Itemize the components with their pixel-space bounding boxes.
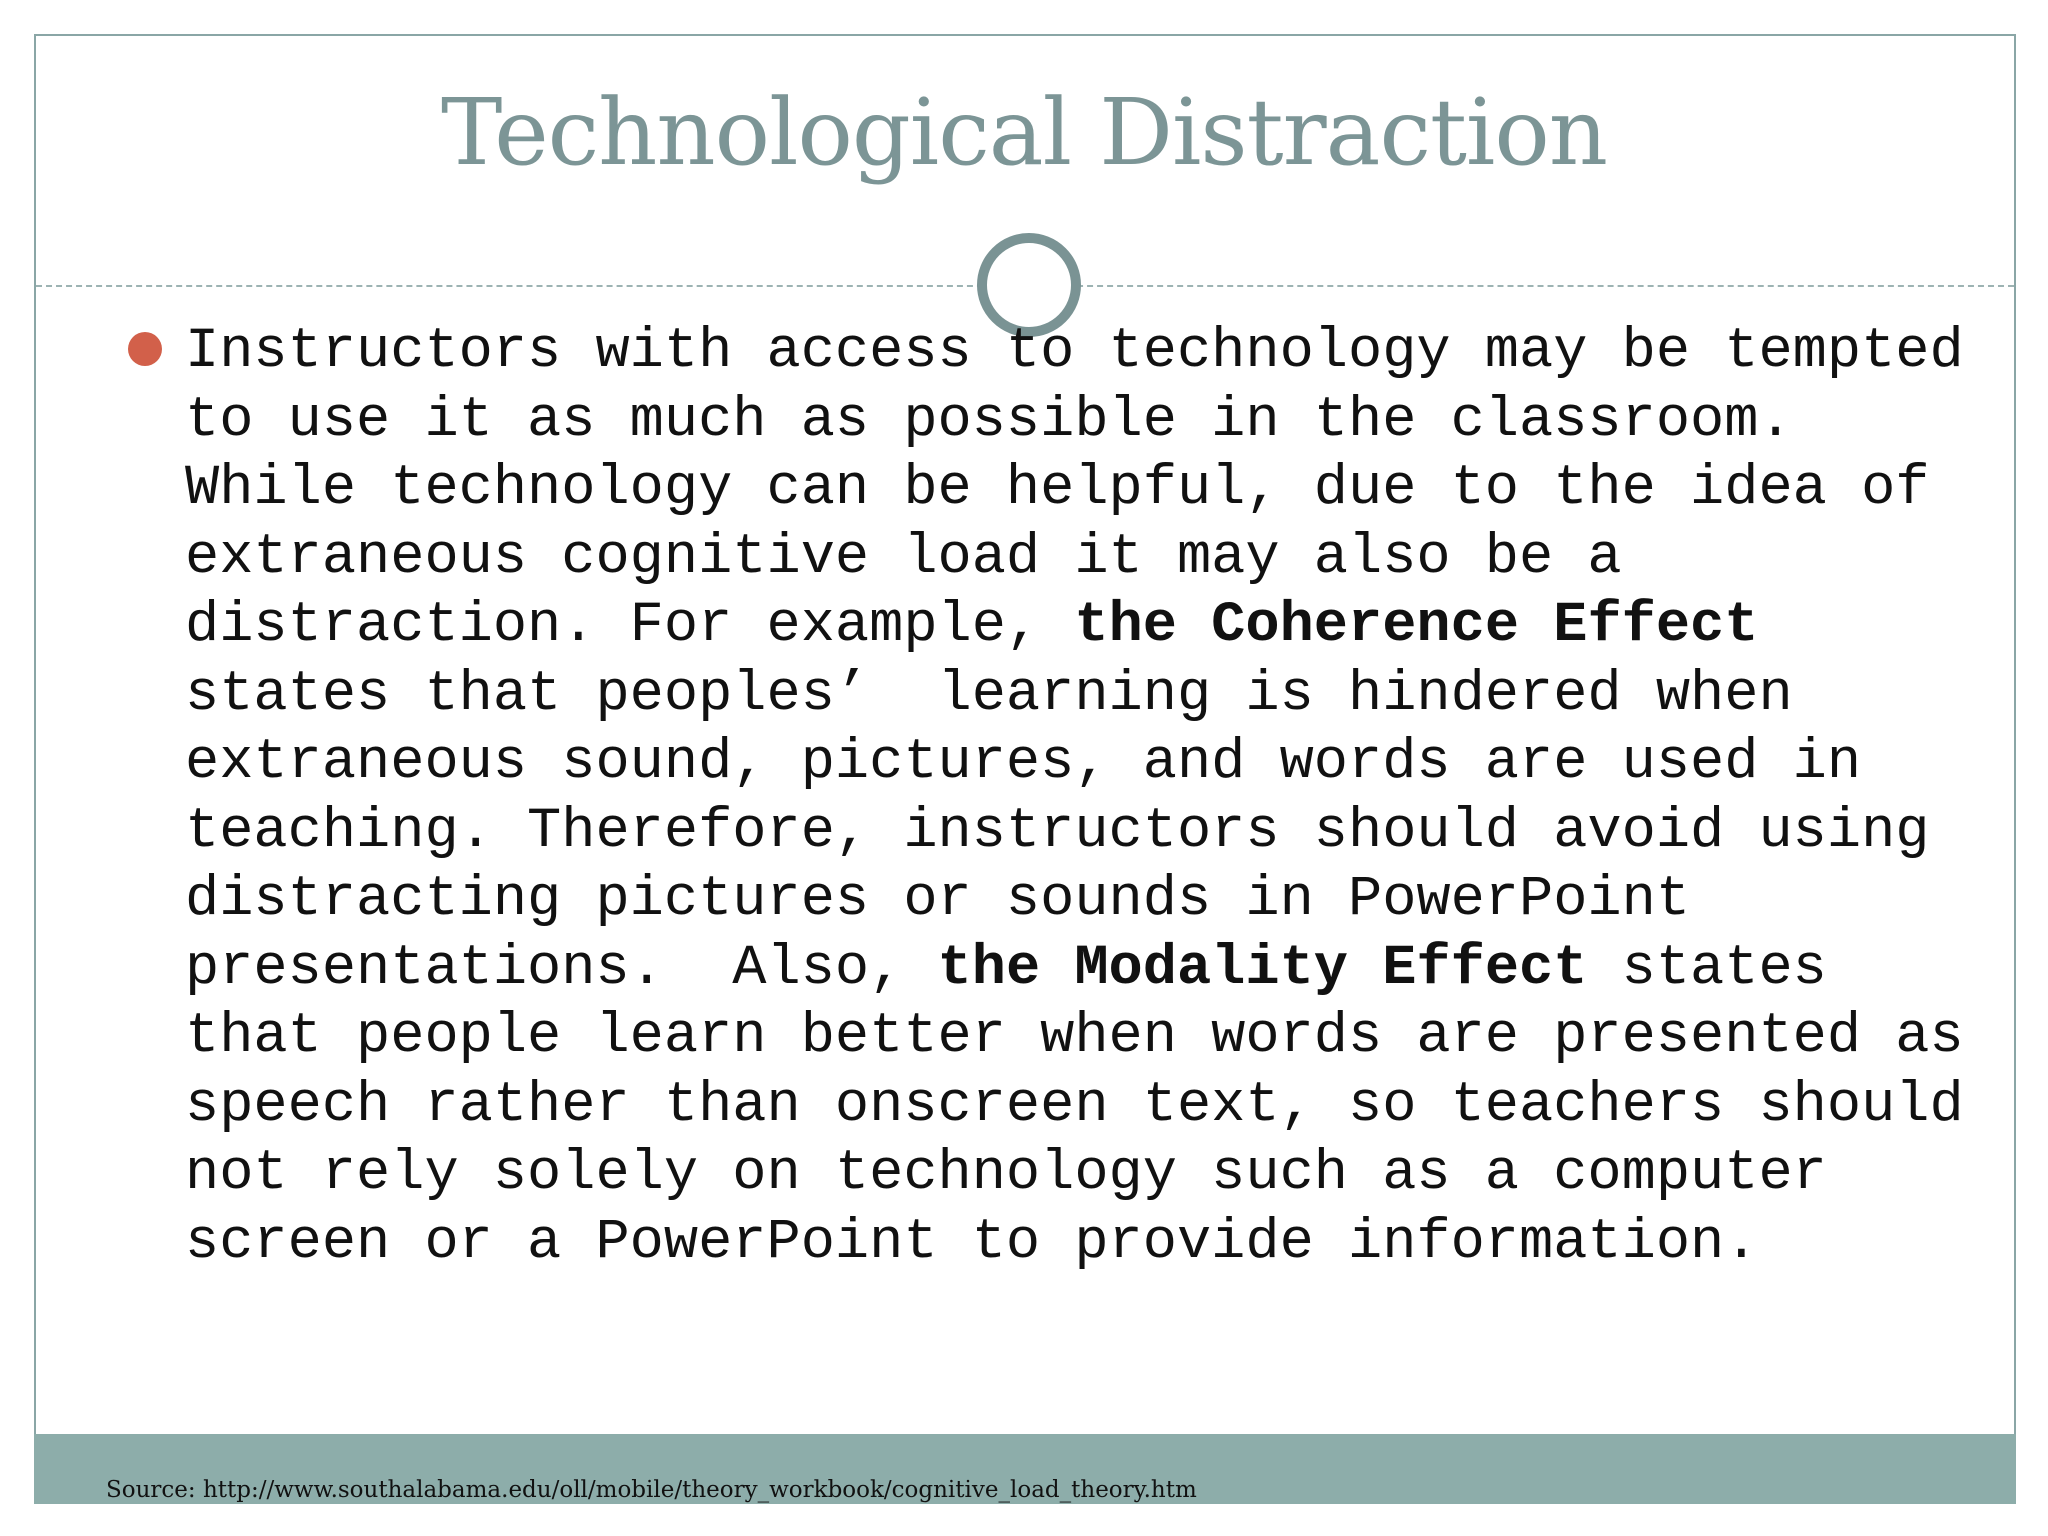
footer-source-text: Source: http://www.southalabama.edu/oll/mobile/theory_workbook/cognitive_load_theory.htm <box>106 1477 1197 1503</box>
bullet-text-segment: extraneous cognitive load it may also be a <box>185 525 1622 590</box>
bullet-item <box>125 318 1985 1277</box>
bullet-text-line <box>185 524 1985 593</box>
slide-title: Technological Distraction <box>440 79 1607 186</box>
bullet-text-segment: teaching. Therefore, instructors should avoid using <box>185 799 1930 864</box>
bullet-text-line <box>185 387 1985 456</box>
bullet-text-segment: states <box>1587 936 1827 1001</box>
bullet-text-line <box>185 661 1985 730</box>
bullet-dot-icon <box>128 332 162 366</box>
slide-content <box>125 318 1985 1277</box>
bullet-text-line <box>185 455 1985 524</box>
bullet-text-line <box>185 1003 1985 1072</box>
bullet-text-line <box>185 1209 1985 1278</box>
bullet-text-line <box>185 1140 1985 1209</box>
bullet-text-segment: Instructors with access to technology may be tempted <box>185 320 1964 384</box>
bullet-text-segment: states that peoples’ learning is hindered when <box>185 662 1793 727</box>
bullet-text-segment: to use it as much as possible in the classroom. <box>185 388 1793 453</box>
bullet-text-bold-term: the Coherence Effect <box>1074 594 1759 658</box>
bullet-text-segment: distraction. For example, <box>185 594 1075 658</box>
bullet-text-line <box>185 866 1985 935</box>
bullet-text <box>185 318 1985 1277</box>
bullet-text-segment: extraneous sound, pictures, and words are used in <box>185 731 1862 795</box>
bullet-text-line <box>185 592 1985 661</box>
bullet-text-line <box>185 318 1985 387</box>
bullet-text-line <box>185 798 1985 867</box>
bullet-text-segment: speech rather than onscreen text, so teachers should <box>185 1073 1964 1138</box>
bullet-text-segment: distracting pictures or sounds in PowerPoint <box>185 868 1691 932</box>
bullet-text-segment: While technology can be helpful, due to the idea of <box>185 457 1930 521</box>
bullet-text-segment: presentations. Also, <box>185 936 938 1001</box>
bullet-text-line <box>185 729 1985 798</box>
bullet-text-segment: that people learn better when words are presented as <box>185 1005 1964 1069</box>
bullet-text-line <box>185 1072 1985 1141</box>
bullet-text-segment: not rely solely on technology such as a computer <box>185 1142 1827 1206</box>
bullet-text-line <box>185 935 1985 1004</box>
bullet-text-bold-term: the Modality Effect <box>937 936 1588 1001</box>
bullet-text-segment: screen or a PowerPoint to provide information. <box>185 1210 1759 1275</box>
